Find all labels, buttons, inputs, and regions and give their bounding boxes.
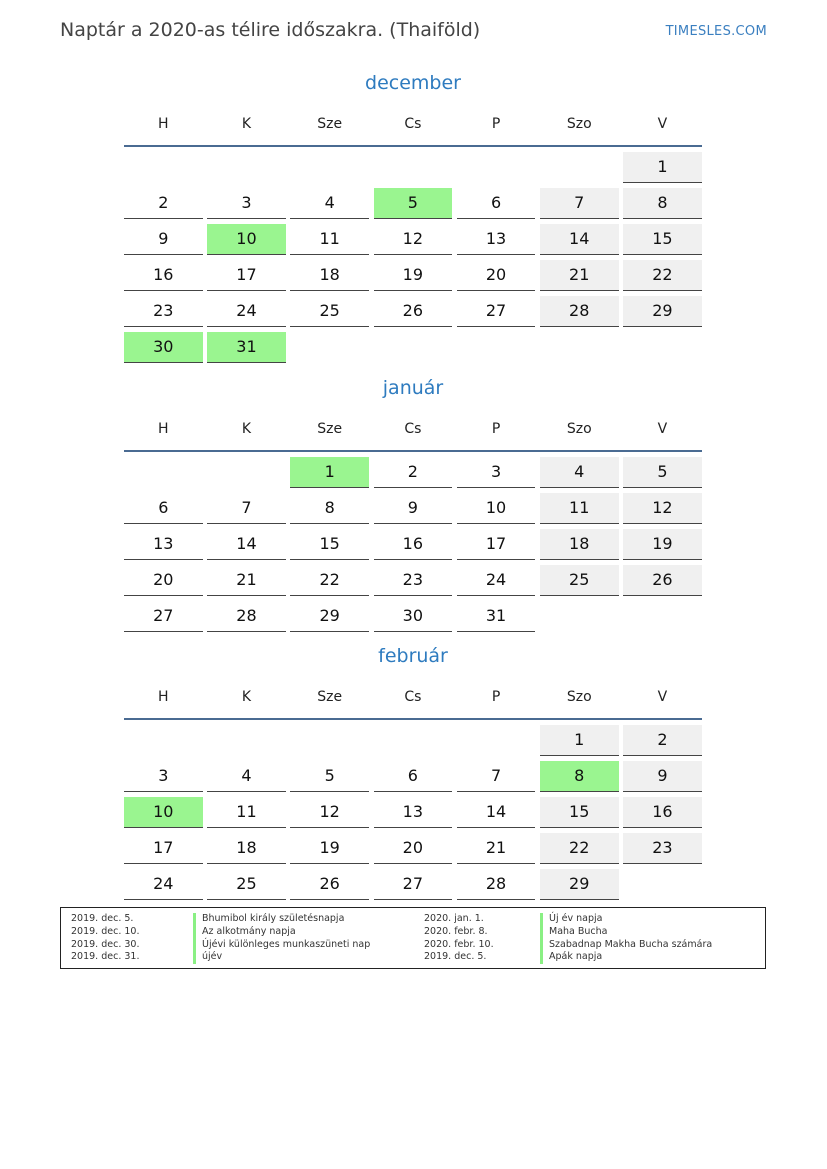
day-cell: 4 xyxy=(540,457,619,488)
day-cell: 27 xyxy=(374,869,453,900)
legend-date: 2019. dec. 10. xyxy=(71,925,140,937)
day-cell: 20 xyxy=(374,833,453,864)
week-row xyxy=(124,327,702,363)
empty-cell xyxy=(124,725,203,756)
day-cell: 6 xyxy=(374,761,453,792)
day-cell: 28 xyxy=(540,296,619,327)
week-row xyxy=(124,756,702,792)
day-cell: 15 xyxy=(290,529,369,560)
day-cell: 27 xyxy=(457,296,536,327)
day-cell: 21 xyxy=(540,260,619,291)
day-cell: 7 xyxy=(540,188,619,219)
empty-cell xyxy=(374,152,453,183)
day-cell: 15 xyxy=(623,224,702,255)
day-cell: 28 xyxy=(207,601,286,632)
empty-cell xyxy=(540,152,619,183)
legend-holiday-name: újév xyxy=(193,951,370,964)
month-title: február xyxy=(378,645,448,667)
day-cell: 20 xyxy=(124,565,203,596)
weekday-label: K xyxy=(241,689,252,705)
day-cell: 1 xyxy=(540,725,619,756)
day-cell: 29 xyxy=(290,601,369,632)
empty-cell xyxy=(124,457,203,488)
day-cell: 26 xyxy=(623,565,702,596)
empty-cell xyxy=(623,332,702,363)
weekday-label: V xyxy=(657,689,668,705)
page-title: Naptár a 2020-as télire időszakra. (Thaiföld) xyxy=(60,19,481,41)
weekday-label: H xyxy=(158,116,169,132)
empty-cell xyxy=(540,332,619,363)
day-cell: 2 xyxy=(374,457,453,488)
day-cell: 4 xyxy=(207,761,286,792)
weekday-label: Szo xyxy=(566,689,592,705)
day-cell: 1 xyxy=(623,152,702,183)
day-cell: 27 xyxy=(124,601,203,632)
legend-holiday-name: Az alkotmány napja xyxy=(193,926,370,939)
week-row xyxy=(124,828,702,864)
empty-cell xyxy=(457,152,536,183)
week-row xyxy=(124,452,702,488)
month-title: január xyxy=(382,377,444,399)
day-cell: 19 xyxy=(623,529,702,560)
day-cell: 18 xyxy=(540,529,619,560)
weekday-header-row xyxy=(124,408,702,450)
week-row xyxy=(124,524,702,560)
day-cell: 28 xyxy=(457,869,536,900)
day-cell: 5 xyxy=(290,761,369,792)
brand-link[interactable]: TIMESLES.COM xyxy=(665,24,767,39)
day-cell: 21 xyxy=(457,833,536,864)
day-cell: 12 xyxy=(290,797,369,828)
day-cell: 9 xyxy=(623,761,702,792)
weekday-label: Cs xyxy=(404,421,422,437)
day-cell: 14 xyxy=(457,797,536,828)
empty-cell xyxy=(374,725,453,756)
weekday-label: Sze xyxy=(317,689,343,705)
week-row xyxy=(124,219,702,255)
legend-holiday-name: Bhumibol király születésnapja xyxy=(193,913,370,926)
weekday-header-row xyxy=(124,103,702,145)
day-cell: 5 xyxy=(623,457,702,488)
weekday-label: Szo xyxy=(566,421,592,437)
day-cell: 13 xyxy=(457,224,536,255)
week-row xyxy=(124,560,702,596)
day-cell: 22 xyxy=(540,833,619,864)
week-row xyxy=(124,183,702,219)
holiday-day-cell: 10 xyxy=(124,797,203,828)
day-cell: 19 xyxy=(374,260,453,291)
weekday-label: Cs xyxy=(404,116,422,132)
holiday-day-cell: 10 xyxy=(207,224,286,255)
weekday-label: P xyxy=(491,421,501,437)
empty-cell xyxy=(124,152,203,183)
day-cell: 30 xyxy=(374,601,453,632)
day-cell: 11 xyxy=(540,493,619,524)
legend-date: 2020. jan. 1. xyxy=(424,913,484,924)
day-cell: 6 xyxy=(457,188,536,219)
legend-date: 2019. dec. 5. xyxy=(71,913,134,924)
day-cell: 4 xyxy=(290,188,369,219)
day-cell: 16 xyxy=(374,529,453,560)
holiday-day-cell: 1 xyxy=(290,457,369,488)
empty-cell xyxy=(374,332,453,363)
day-cell: 11 xyxy=(290,224,369,255)
day-cell: 18 xyxy=(207,833,286,864)
empty-cell xyxy=(540,601,619,632)
day-cell: 7 xyxy=(457,761,536,792)
empty-cell xyxy=(623,869,702,900)
week-row xyxy=(124,864,702,900)
weekday-label: H xyxy=(158,689,169,705)
legend-date: 2019. dec. 5. xyxy=(424,951,487,963)
empty-cell xyxy=(207,152,286,183)
day-cell: 14 xyxy=(207,529,286,560)
day-cell: 12 xyxy=(623,493,702,524)
day-cell: 2 xyxy=(124,188,203,219)
day-cell: 25 xyxy=(540,565,619,596)
weekday-label: P xyxy=(491,116,501,132)
holiday-legend xyxy=(60,907,766,969)
legend-holiday-name: Szabadnap Makha Bucha számára xyxy=(540,939,712,952)
day-cell: 29 xyxy=(540,869,619,900)
day-cell: 17 xyxy=(457,529,536,560)
day-cell: 23 xyxy=(374,565,453,596)
legend-holiday-name: Új év napja xyxy=(540,913,712,926)
day-cell: 26 xyxy=(374,296,453,327)
weekday-label: K xyxy=(241,421,252,437)
day-cell: 17 xyxy=(207,260,286,291)
day-cell: 29 xyxy=(623,296,702,327)
day-cell: 6 xyxy=(124,493,203,524)
day-cell: 25 xyxy=(207,869,286,900)
weekday-label: Cs xyxy=(404,689,422,705)
holiday-day-cell: 30 xyxy=(124,332,203,363)
day-cell: 25 xyxy=(290,296,369,327)
empty-cell xyxy=(290,332,369,363)
legend-date: 2020. febr. 8. xyxy=(424,925,488,937)
day-cell: 3 xyxy=(457,457,536,488)
month-title: december xyxy=(365,72,461,94)
legend-right-dates xyxy=(424,913,494,964)
weekday-header-row xyxy=(124,676,702,718)
week-row xyxy=(124,255,702,291)
day-cell: 19 xyxy=(290,833,369,864)
day-cell: 13 xyxy=(124,529,203,560)
day-cell: 8 xyxy=(290,493,369,524)
weekday-label: P xyxy=(491,689,501,705)
day-cell: 17 xyxy=(124,833,203,864)
weekday-label: Sze xyxy=(317,421,343,437)
week-row xyxy=(124,596,702,632)
day-cell: 31 xyxy=(457,601,536,632)
week-row xyxy=(124,488,702,524)
day-cell: 13 xyxy=(374,797,453,828)
day-cell: 9 xyxy=(374,493,453,524)
day-cell: 22 xyxy=(623,260,702,291)
day-cell: 12 xyxy=(374,224,453,255)
day-cell: 24 xyxy=(457,565,536,596)
holiday-day-cell: 31 xyxy=(207,332,286,363)
legend-right-names xyxy=(540,913,712,964)
day-cell: 20 xyxy=(457,260,536,291)
legend-holiday-name: Maha Bucha xyxy=(540,926,712,939)
day-cell: 3 xyxy=(207,188,286,219)
day-cell: 9 xyxy=(124,224,203,255)
day-cell: 22 xyxy=(290,565,369,596)
day-cell: 2 xyxy=(623,725,702,756)
week-row xyxy=(124,147,702,183)
empty-cell xyxy=(207,725,286,756)
legend-left-dates xyxy=(71,913,139,964)
weekday-label: Szo xyxy=(566,116,592,132)
legend-holiday-name: Apák napja xyxy=(540,951,712,964)
empty-cell xyxy=(207,457,286,488)
empty-cell xyxy=(290,725,369,756)
holiday-day-cell: 5 xyxy=(374,188,453,219)
day-cell: 26 xyxy=(290,869,369,900)
holiday-day-cell: 8 xyxy=(540,761,619,792)
day-cell: 24 xyxy=(124,869,203,900)
day-cell: 24 xyxy=(207,296,286,327)
day-cell: 16 xyxy=(124,260,203,291)
day-cell: 21 xyxy=(207,565,286,596)
legend-left-names xyxy=(193,913,370,964)
day-cell: 7 xyxy=(207,493,286,524)
legend-holiday-name: Újévi különleges munkaszüneti nap xyxy=(193,939,370,952)
weekday-label: V xyxy=(657,421,668,437)
day-cell: 10 xyxy=(457,493,536,524)
empty-cell xyxy=(623,601,702,632)
weekday-label: H xyxy=(158,421,169,437)
day-cell: 11 xyxy=(207,797,286,828)
month-februar xyxy=(124,642,702,900)
month-december xyxy=(124,69,702,363)
day-cell: 23 xyxy=(124,296,203,327)
day-cell: 8 xyxy=(623,188,702,219)
month-januar xyxy=(124,374,702,632)
day-cell: 18 xyxy=(290,260,369,291)
week-row xyxy=(124,720,702,756)
weekday-label: V xyxy=(657,116,668,132)
legend-date: 2019. dec. 30. xyxy=(71,938,140,950)
week-row xyxy=(124,792,702,828)
day-cell: 14 xyxy=(540,224,619,255)
legend-date: 2019. dec. 31. xyxy=(71,951,140,963)
empty-cell xyxy=(457,332,536,363)
day-cell: 23 xyxy=(623,833,702,864)
weekday-label: Sze xyxy=(317,116,343,132)
empty-cell xyxy=(457,725,536,756)
day-cell: 3 xyxy=(124,761,203,792)
empty-cell xyxy=(290,152,369,183)
legend-date: 2020. febr. 10. xyxy=(424,938,494,950)
weekday-label: K xyxy=(241,116,252,132)
day-cell: 15 xyxy=(540,797,619,828)
day-cell: 16 xyxy=(623,797,702,828)
week-row xyxy=(124,291,702,327)
